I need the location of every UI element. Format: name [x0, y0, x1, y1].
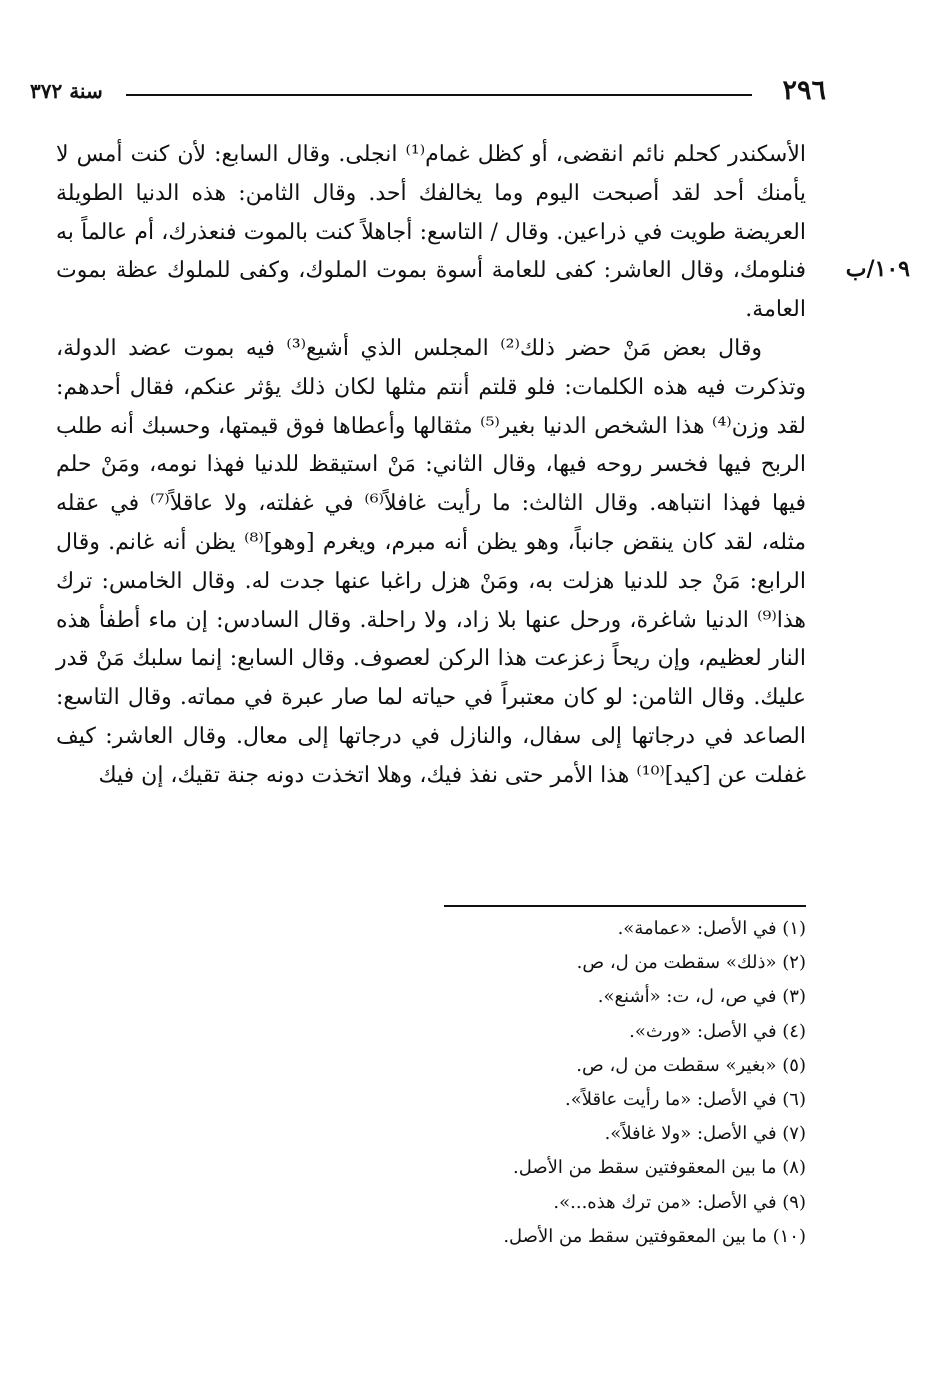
footnote-3: (٣) في ص، ل، ت: «أشنع».: [597, 986, 806, 1008]
footnote-10: (١٠) ما بين المعقوفتين سقط من الأصل.: [503, 1225, 806, 1247]
margin-folio-reference: ١٠٩/ب: [845, 256, 910, 282]
paragraph-2: وقال بعض مَنْ حضر ذلك⁽²⁾ المجلس الذي أشيع⁽³⁾ فيه بموت عضد الدولة، وتذكرت فيه هذه الكلمات: فلو قلتم أنتم مثلها لكان ذلك يؤثر عنكم، فقال أحدهم: لقد وزن⁽⁴⁾ هذا الشخص الدنيا بغير⁽⁵⁾ مثقالها وأعطاها فوق قيمتها، وحسبك أنه طلب الربح فيها فخسر روحه فيها، وقال الثاني: مَنْ استيقظ للدنيا فهذا نومه، ومَنْ حلم فيها فهذا انتباهه. وقال الثالث: ما رأيت غافلاً⁽⁶⁾ في غفلته، ولا عاقلاً⁽⁷⁾ في عقله مثله، لقد كان ينقض جانباً، وهو يظن أنه مبرم، ويغرم [وهو]⁽⁸⁾ يظن أنه غانم. وقال الرابع: مَنْ جد للدنيا هزلت به، ومَنْ هزل راغبا عنها جدت له. وقال الخامس: ترك هذا⁽⁹⁾ الدنيا شاغرة، ورحل عنها بلا زاد، ولا راحلة. وقال السادس: إن ماء أطفأ هذه النار لعظيم، وإن ريحاً زعزعت هذا الركن لعصوف. وقال السابع: إنما سلبك مَنْ قدر عليك. وقال الثامن: لو كان معتبراً في حياته لما صار عبرة في مماته. وقال التاسع: الصاعد في درجاتها إلى سفال، والنازل في درجاتها إلى معال. وقال العاشر: كيف غفلت عن [كيد]⁽¹⁰⁾ هذا الأمر حتى نفذ فيك، وهلا اتخذت دونه جنة تقيك، إن فيك: [56, 335, 807, 788]
footnote-8: (٨) ما بين المعقوفتين سقط من الأصل.: [513, 1157, 806, 1179]
footnote-2: (٢) «ذلك» سقطت من ل، ص.: [576, 952, 806, 974]
main-text: [56, 136, 806, 796]
footnote-6: (٦) في الأصل: «ما رأيت عاقلاً».: [564, 1089, 806, 1111]
footnote-rule: [444, 905, 806, 907]
page-number: ٢٩٦: [782, 75, 826, 106]
footnote-7: (٧) في الأصل: «ولا غافلاً».: [604, 1123, 806, 1145]
header-rule: [126, 94, 752, 96]
footnote-4: (٤) في الأصل: «ورث».: [629, 1020, 806, 1042]
paragraph-1: الأسكندر كحلم نائم انقضى، أو كظل غمام⁽¹⁾ انجلى. وقال السابع: لأن كنت أمس لا يأمنك أحد لقد أصبحت اليوم وما يخالفك أحد. وقال الثامن: هذه الدنيا الطويلة العريضة طويت في ذراعين. وقال / التاسع: أجاهلاً كنت بالموت فنعذرك، أم عالماً به فنلومك، وقال العاشر: كفى للعامة أسوة بموت الملوك، وكفى للملوك عظة بموت العامة.: [56, 142, 807, 323]
footnotes: [300, 912, 806, 1254]
footnote-5: (٥) «بغير» سقطت من ل، ص.: [576, 1054, 806, 1076]
year-label: سنة ٣٧٢: [30, 79, 103, 103]
footnote-9: (٩) في الأصل: «من ترك هذه...».: [553, 1191, 806, 1213]
page-header: [30, 74, 826, 108]
footnote-1: (١) في الأصل: «عمامة».: [617, 918, 806, 939]
